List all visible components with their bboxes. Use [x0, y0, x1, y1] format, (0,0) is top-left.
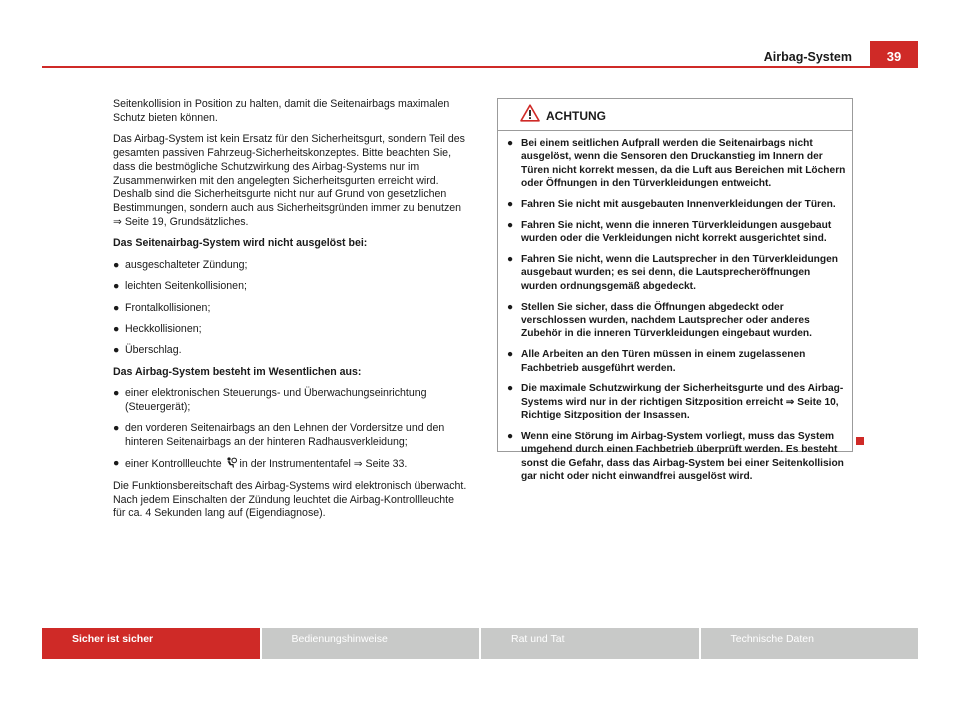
bullet-icon: ●	[507, 199, 514, 211]
left-column	[113, 98, 469, 529]
list-item	[113, 387, 469, 415]
list-item	[113, 344, 469, 358]
warning-item	[507, 219, 847, 246]
bullet-icon: ●	[507, 138, 514, 149]
list-item-text: den vorderen Seitenairbags an den Lehnen der Vordersitze und den hinteren Seitenairbags an der hinteren Radhausverkleidung;	[125, 422, 445, 449]
bullet-icon: ●	[507, 301, 514, 313]
warning-item-text: Stellen Sie sicher, dass die Öffnungen abgedeckt oder verschlossen wurden, nachdem Lautsprecher oder anderes Zubehör in die inneren Türverkleidungen eingebaut wurden.	[521, 301, 812, 340]
warning-divider	[498, 130, 852, 131]
bullet-icon: ●	[113, 258, 120, 271]
list-item-text	[125, 457, 407, 472]
bullet-icon: ●	[113, 280, 120, 293]
list-item-text: Heckkollisionen;	[125, 322, 202, 335]
warning-title: ACHTUNG	[546, 109, 606, 123]
bullet-icon: ●	[507, 383, 514, 395]
warning-list	[507, 137, 847, 491]
bullet-icon: ●	[113, 322, 120, 335]
tab-sicher-ist-sicher[interactable]: Sicher ist sicher	[42, 628, 260, 659]
warning-item-text: Fahren Sie nicht mit ausgebauten Innenverkleidungen der Türen.	[521, 199, 836, 211]
list-item-text: Frontalkollisionen;	[125, 301, 211, 314]
warning-item	[507, 253, 847, 293]
warning-box	[497, 98, 853, 483]
warning-item-text: Wenn eine Störung im Airbag-System vorliegt, muss das System umgehend durch einen Fachbetrieb überprüft werden. Es besteht sonst die Gefahr, dass das Airbag-System bei einer Seitenkollision gar nicht oder nicht einwandfrei ausgelöst wird.	[521, 431, 844, 483]
page-number: 39	[886, 49, 902, 64]
warning-item-text: Alle Arbeiten an den Türen müssen in einem zugelassenen Fachbetrieb ausgeführt werden.	[521, 349, 806, 374]
list-item	[113, 323, 469, 337]
page-number-box	[870, 41, 918, 68]
list-item-text-before: einer Kontrollleuchte	[125, 458, 222, 471]
warning-header	[498, 99, 852, 131]
list-item	[113, 422, 469, 450]
tab-technische-daten[interactable]: Technische Daten	[699, 628, 919, 659]
page-title: Airbag-System	[763, 50, 852, 64]
body-paragraph: Das Airbag-System ist kein Ersatz für den Sicherheitsgurt, sondern Teil des gesamten passiven Fahrzeug-Sicherheitskonzeptes. Bitte beachten Sie, dass die bestmögliche Schutzwirkung des Airbag-Systems nur im Zusammenwirken mit den angelegten Sicherheitsgurten erreicht wird. Deshalb sind die Sicherheitsgurte nicht nur auf Grund von gesetzlichen Bestimmungen, sondern auch aus Sicherheitsgründen immer zu benutzen ⇒ Seite 19, Grundsätzliches.	[113, 133, 465, 228]
section-heading: Das Seitenairbag-System wird nicht ausgelöst bei:	[113, 237, 368, 250]
warning-item-text: Bei einem seitlichen Aufprall werden die Seitenairbags nicht ausgelöst, wenn die Sensoren den Druckanstieg im Innern der Türen nicht korrekt messen, da die Luft aus Bereichen mit Löchern oder Öffnungen in den Türverkleidungen entweicht.	[521, 138, 846, 190]
body-paragraph: Die Funktionsbereitschaft des Airbag-Systems wird elektronisch überwacht. Nach jedem Einschalten der Zündung leuchtet die Airbag-Kontrollleuchte für ca. 4 Sekunden lang auf (Eigendiagnose).	[113, 479, 467, 520]
bullet-icon: ●	[113, 344, 120, 357]
tab-bedienungshinweise[interactable]: Bedienungshinweise	[260, 628, 480, 659]
section-heading: Das Airbag-System besteht im Wesentlichen aus:	[113, 365, 362, 378]
warning-item	[507, 198, 847, 211]
list-item	[113, 302, 469, 316]
header-rule	[42, 66, 918, 68]
intro-paragraph: Seitenkollision in Position zu halten, damit die Seitenairbags maximalen Schutz bieten können.	[113, 98, 450, 124]
warning-item-text: Fahren Sie nicht, wenn die Lautsprecher in den Türverkleidungen ausgebaut wurden; es sei denn, die Lautsprecheröffnungen wurden ordnungsgemäß abgedeckt.	[521, 254, 839, 292]
list-item-text-after: in der Instrumententafel ⇒ Seite 33.	[239, 458, 408, 471]
list-item-text: einer elektronischen Steuerungs- und Überwachungseinrichtung (Steuergerät);	[125, 387, 427, 413]
list-item	[113, 280, 469, 294]
warning-item	[507, 430, 847, 484]
list-item-text: Überschlag.	[125, 344, 182, 357]
warning-item	[507, 348, 847, 375]
warning-item-text: Fahren Sie nicht, wenn die inneren Türverkleidungen ausgebaut wurden oder die Verkleidungen nicht korrekt ausgerichtet sind.	[521, 219, 832, 245]
warning-item-text: Die maximale Schutzwirkung der Sicherheitsgurte und des Airbag-Systems wird nur in der richtigen Sitzposition erreicht ⇒ Seite 10, Richtige Sitzposition der Insassen.	[521, 383, 844, 422]
list-item-text: ausgeschalteter Zündung;	[125, 258, 248, 271]
warning-item	[507, 301, 847, 341]
bullet-icon: ●	[113, 457, 120, 470]
bullet-icon: ●	[113, 422, 120, 435]
footer-nav	[42, 628, 918, 659]
list-item	[113, 457, 469, 472]
warning-item	[507, 382, 847, 422]
list-item	[113, 259, 469, 273]
bullet-icon: ●	[113, 301, 120, 314]
bullet-icon: ●	[507, 349, 514, 361]
tab-rat-und-tat[interactable]: Rat und Tat	[479, 628, 699, 659]
bullet-icon: ●	[507, 219, 514, 231]
airbag-warning-lamp-icon	[225, 457, 237, 468]
bullet-icon: ●	[507, 431, 514, 443]
bullet-icon: ●	[113, 387, 120, 400]
list-item-text: leichten Seitenkollisionen;	[125, 280, 247, 293]
warning-triangle-icon	[520, 104, 540, 122]
bullet-icon: ●	[507, 254, 514, 266]
section-end-marker	[856, 437, 864, 445]
warning-item	[507, 137, 847, 191]
